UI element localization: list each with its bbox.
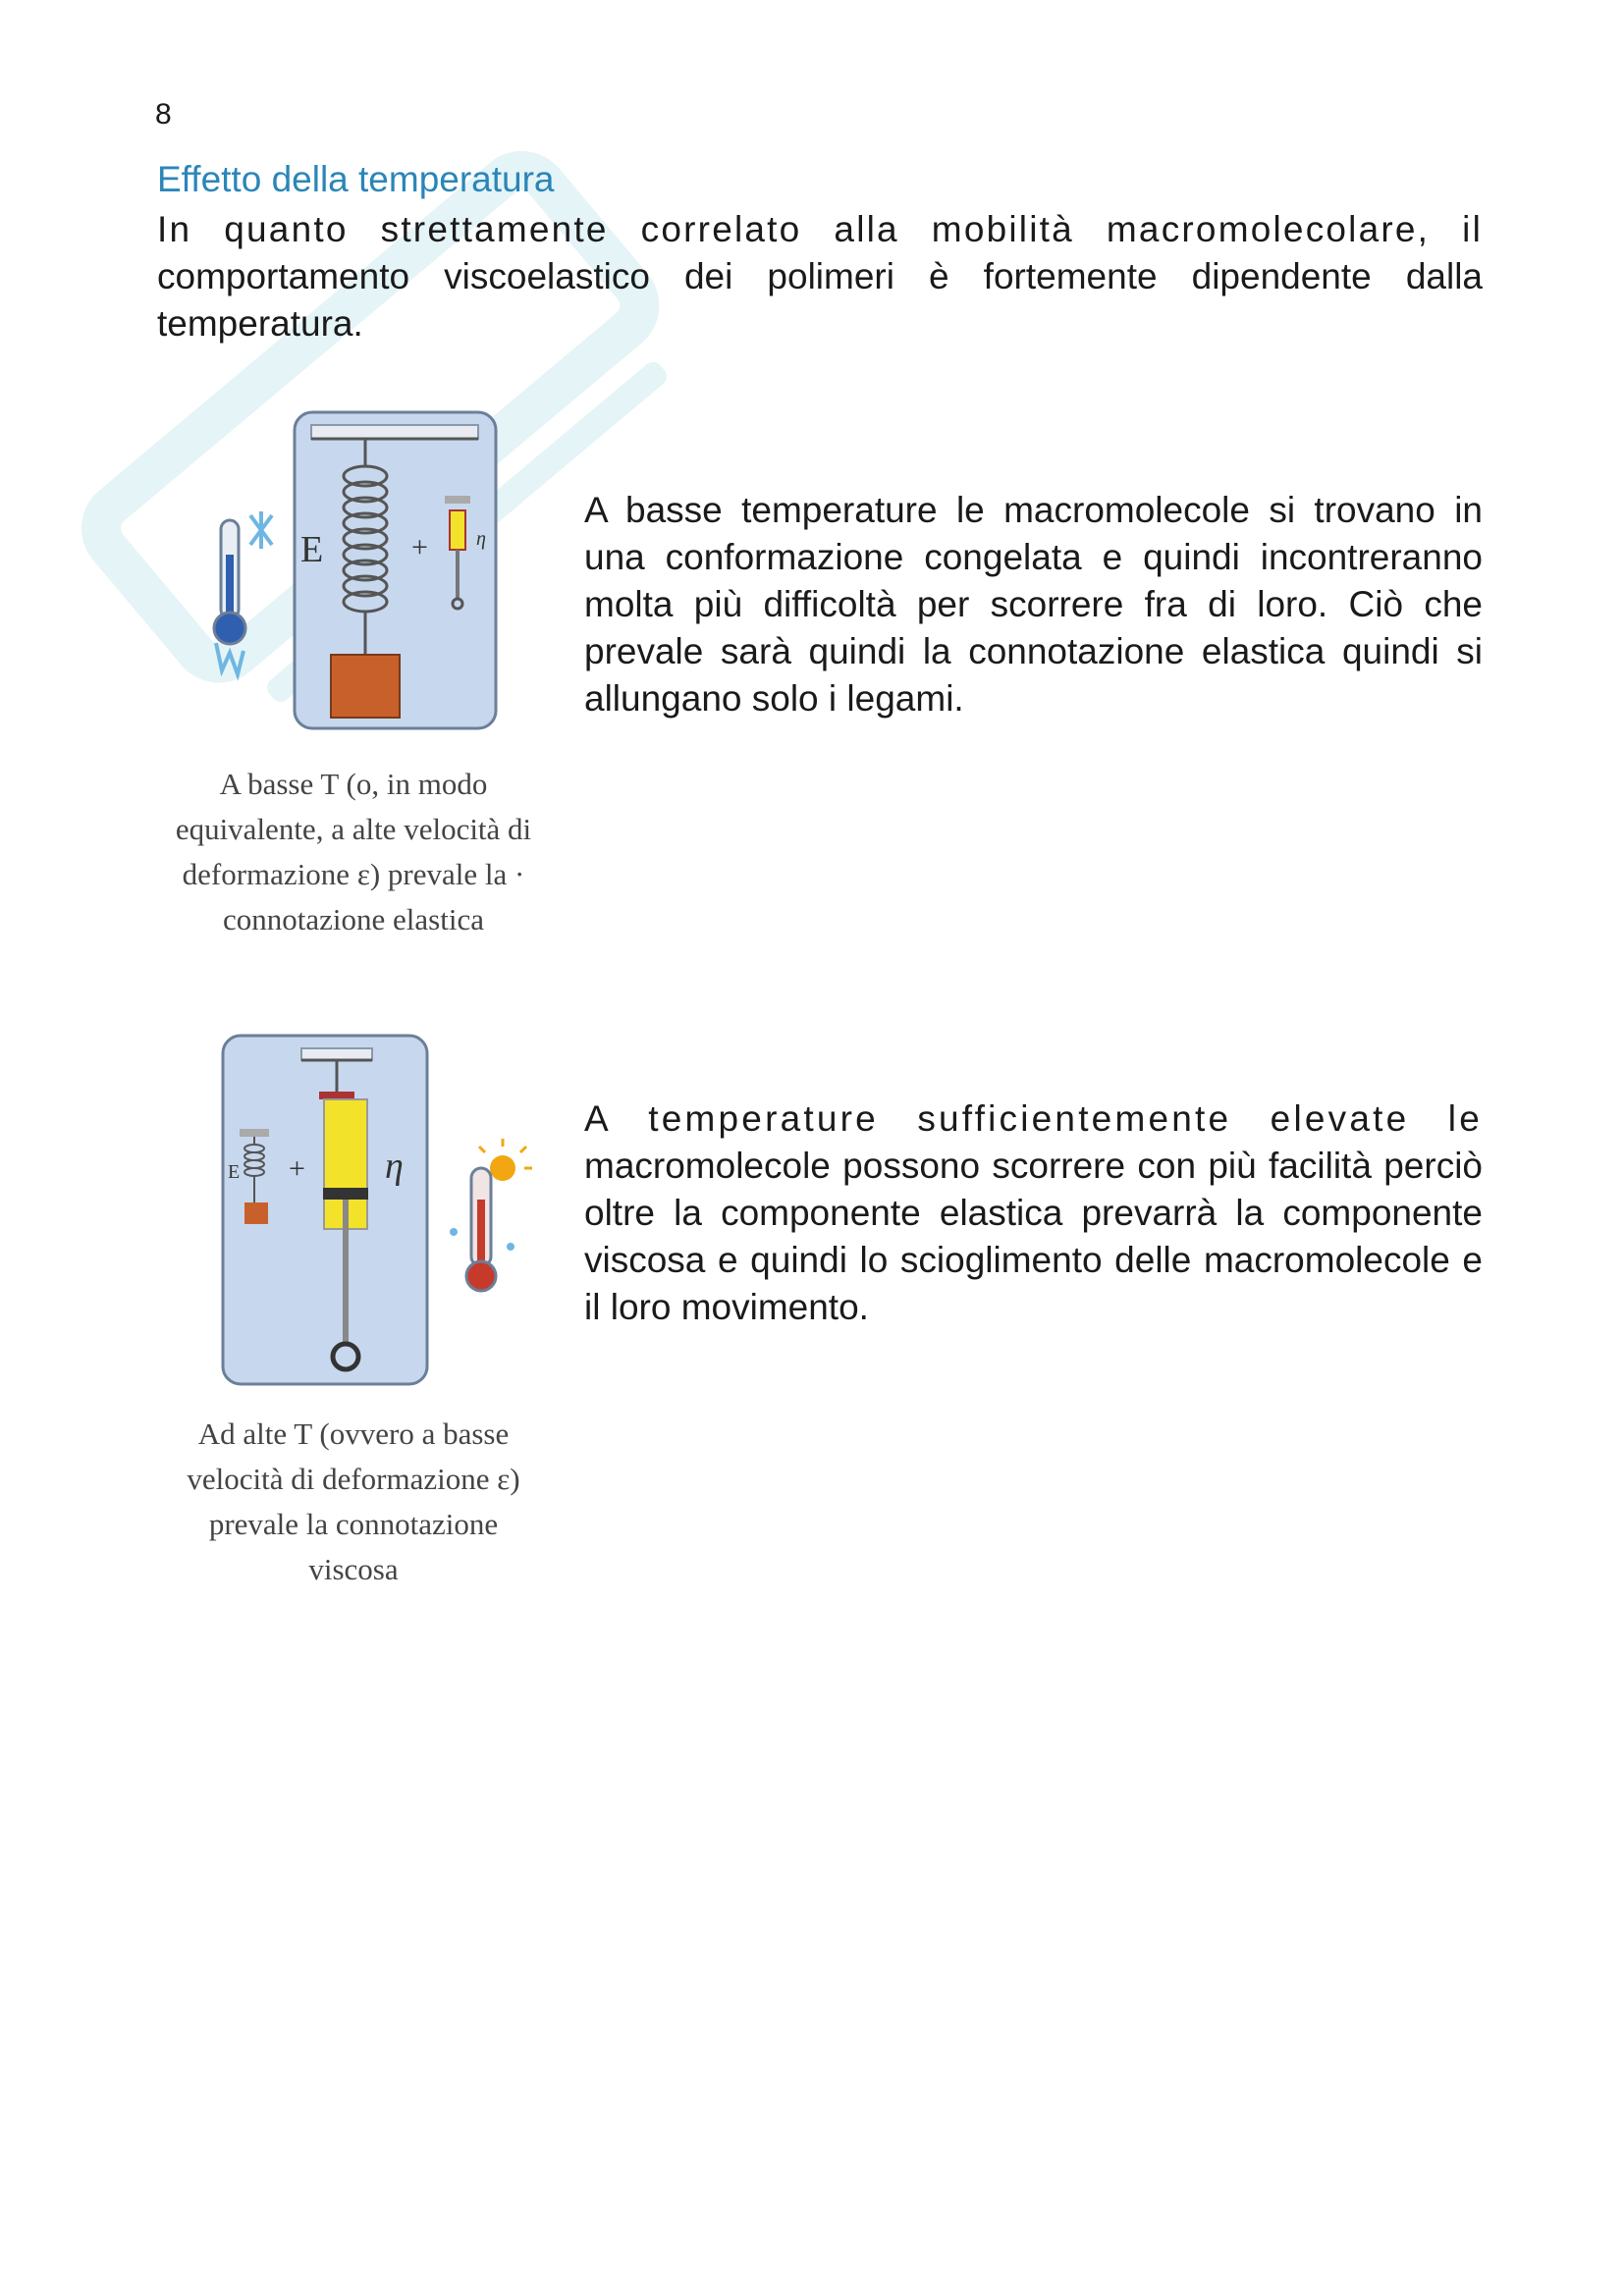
elastic-model-figure	[201, 407, 506, 741]
intro-line: In quanto strettamente correlato alla mobilità macromolecolare, il	[157, 209, 1483, 249]
plus-sign: +	[411, 531, 428, 563]
intro-paragraph	[157, 206, 1483, 347]
paragraph-first-line: A temperature sufficientemente elevate le	[584, 1098, 1483, 1139]
caption-line: connotazione elastica	[223, 902, 484, 936]
figure-caption-viscous	[147, 1412, 560, 1592]
section-title: Effetto della temperatura	[157, 159, 555, 199]
modulus-symbol: E	[228, 1161, 241, 1183]
viscosity-symbol: η	[476, 528, 486, 550]
caption-line: equivalente, a alte velocità di	[175, 812, 532, 846]
hot-thermometer-icon	[450, 1139, 532, 1291]
plus-sign: +	[289, 1152, 305, 1185]
figure-caption-elastic	[147, 762, 560, 942]
caption-line: viscosa	[308, 1552, 399, 1586]
page-number: 8	[155, 98, 172, 131]
cold-thermometer-icon	[214, 511, 272, 674]
caption-line: Ad alte T (ovvero a basse	[197, 1416, 510, 1451]
caption-line: A basse T (o, in modo	[219, 767, 488, 801]
intro-line: comportamento viscoelastico dei polimeri è fortemente dipendente dalla	[157, 256, 1483, 296]
viscosity-symbol: η	[385, 1146, 404, 1187]
caption-line: prevale la connotazione	[208, 1507, 499, 1541]
paragraph-low-temperature: A basse temperature le macromolecole si trovano in una conformazione congelata e quindi incontreranno molta più difficoltà per scorrere fra di loro. Ciò che prevale sarà quindi la connotazione elastica quindi si allungano solo i legami.	[584, 490, 1483, 719]
caption-line: deformazione ε) prevale la ·	[182, 857, 525, 891]
caption-line: velocità di deformazione ε)	[187, 1462, 520, 1496]
viscous-model-figure	[218, 1031, 532, 1394]
paragraph-high-temperature	[584, 1095, 1483, 1331]
paragraph-rest: macromolecole possono scorrere con più facilità perciò oltre la componente elastica prevarrà la componente viscosa e quindi lo scioglimento delle macromolecole e il loro movimento.	[584, 1146, 1483, 1327]
intro-line: temperatura.	[157, 303, 363, 344]
modulus-symbol: E	[300, 529, 324, 570]
